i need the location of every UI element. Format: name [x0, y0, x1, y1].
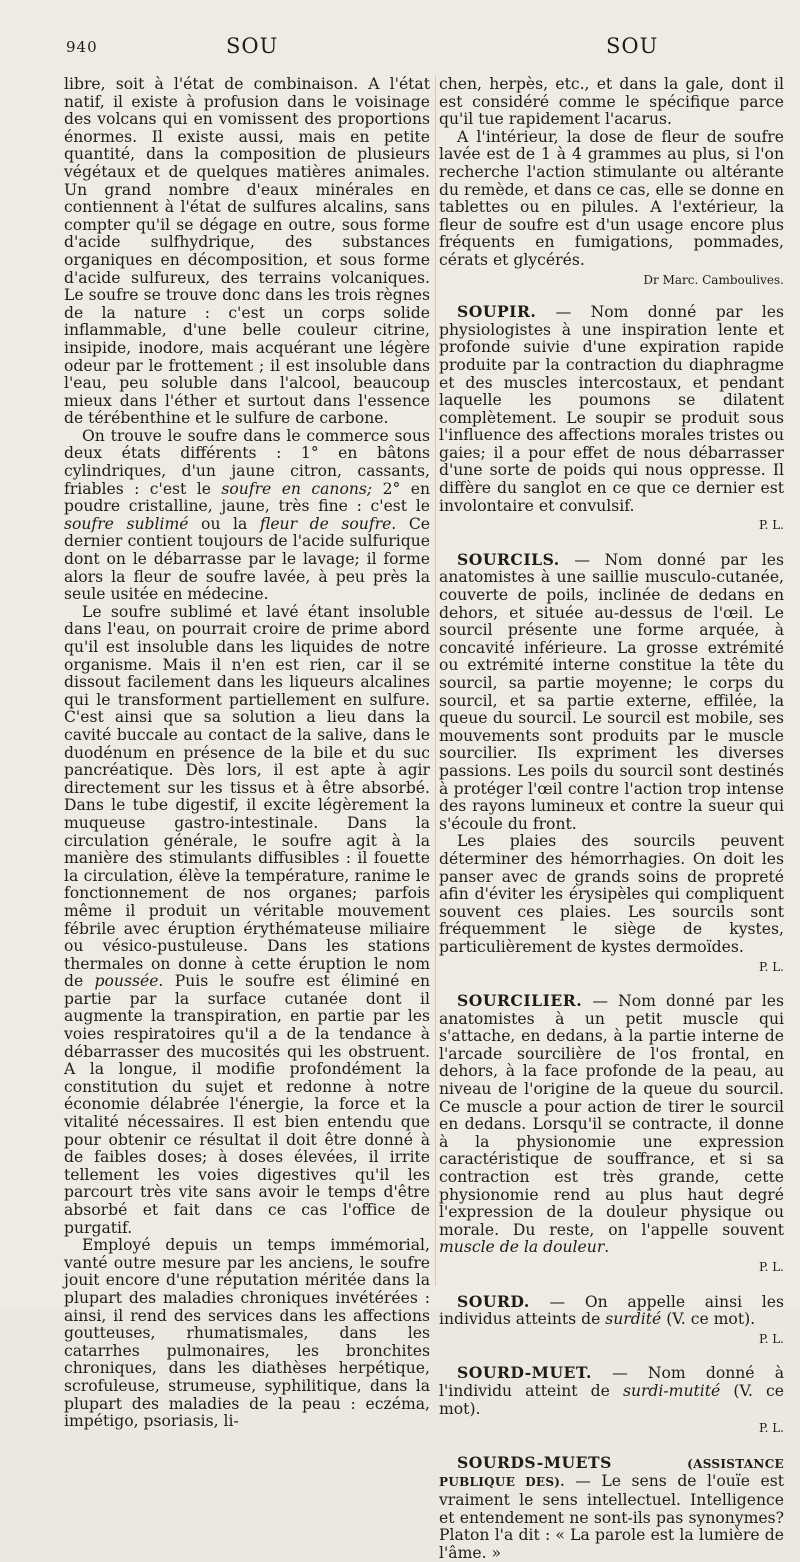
soufre-paragraph-4: Employé depuis un temps immémorial, vanté outre mesure par les anciens, le soufre jouit encore d'une réputation méritée dans la plupart des maladies chroniques invétérées : ainsi, il rend des services dans les affections goutteuses, rhumatismales, dans les catarrhes pulmonaires, les bronchites chroniques, dans les diathèses herpétique, scrofuleuse, strumeuse, syphilitique, dans la plupart des maladies de la peau : eczéma, impétigo, psoriasis, li- — [64, 1236, 430, 1431]
sourd-muet-paragraph: SOURD-MUET. — Nom donné à l'individu atteint de surdi-mutité (V. ce mot). — [439, 1363, 784, 1418]
soufre-paragraph-6: A l'intérieur, la dose de fleur de soufre lavée est de 1 à 4 grammes au plus, si l'on recherche l'action stimulante ou altérante du remède, et dans ce cas, elle se donne en tablettes ou en pilules. A l'extérieur, la fleur de soufre est d'un usage encore plus fréquents en fumigations, pommades, cérats et glycérés. — [439, 127, 784, 269]
sourcils-paragraph-2: Les plaies des sourcils peuvent déterminer des hémorrhagies. On doit les panser avec de grands soins de propreté afin d'éviter les érysipèles qui compliquent souvent ces plaies. Les sourcils sont fréquemment le siège de kystes, particulièrement de kystes dermoïdes. — [439, 832, 784, 956]
entry-sourd-muet — [439, 1364, 784, 1437]
sourd-headword: SOURD. — [457, 1291, 530, 1311]
soupir-headword: SOUPIR. — [457, 302, 537, 322]
entry-soupir — [439, 303, 784, 535]
entry-sourcilier — [439, 992, 784, 1277]
entry-sourds-muets — [439, 1454, 784, 1562]
sourcils-signature: P. L. — [758, 959, 784, 974]
sourcilier-signature: P. L. — [758, 1260, 784, 1274]
soupir-paragraph: SOUPIR. — Nom donné par les physiologistes à une inspiration lente et profonde suivie d'une expiration rapide produite par la contraction du diaphragme et des muscles intercostaux, et pendant laquelle les poumons se dilatent complètement. Le soupir se produit sous l'influence des affections morales tristes ou gaies; il a pour effet de nous débarrasser d'une sorte de poids qui nous oppresse. Il diffère du sanglot en ce que ce dernier est involontaire et convulsif. — [439, 302, 784, 515]
sourds-muets-subtitle: (ASSISTANCE PUBLIQUE DES). — [439, 1456, 784, 1490]
soufre-continuation — [439, 76, 784, 289]
sourcils-paragraph-1: SOURCILS. — Nom donné par les anatomistes à une saillie musculo-cutanée, couverte de poils, inclinée de dedans en dehors, et située au-dessus de l'œil. Le sourcil présente une forme arquée, à concavité inférieure. La grosse extrémité ou extrémité interne constitue la tête du sourcil, sa partie moyenne; le corps du sourcil, et sa partie externe, effilée, la queue du sourcil. Le sourcil est mobile, ses mouvements sont produits par le muscle sourcilier. Ils expriment les diverses passions. Les poils du sourcil sont destinés à protéger l'œil contre l'action trop intense des rayons lumineux et contre la sueur qui s'écoule du front. — [439, 549, 784, 833]
entry-sourcils — [439, 551, 784, 976]
sourd-signature: P. L. — [758, 1331, 784, 1346]
right-column — [439, 76, 784, 1562]
sourd-muet-signature: P. L. — [758, 1421, 784, 1436]
sourds-muets-paragraph: SOURDS-MUETS (ASSISTANCE PUBLIQUE DES). — Le sens de l'ouïe est vraiment le sens intellectuel. Intelligence et entendement ne sont-ils pas synonymes? Platon l'a dit : « La parole est la lumière de l'âme. » — [439, 1452, 784, 1562]
soupir-signature: P. L. — [758, 518, 784, 533]
running-head — [0, 34, 800, 64]
soufre-signature: Dr Marc. Camboulives. — [643, 272, 784, 287]
soufre-paragraph-1: libre, soit à l'état de combinaison. A l'état natif, il existe à profusion dans le voisinage des volcans qui en vomissent des proportions énormes. Il existe aussi, mais en petite quantité, dans la composition de plusieurs végétaux et de quelques matières animales. Un grand nombre d'eaux minérales en contiennent à l'état de sulfures alcalins, sans compter qu'il se dégage en outre, sous forme d'acide sulfhydrique, des substances organiques en décomposition, et sous forme d'acide sulfureux, des terrains volcaniques. Le soufre se trouve donc dans les trois règnes de la nature : c'est un corps solide inflammable, d'une belle couleur citrine, insipide, inodore, mais acquérant une légère odeur par le frottement ; il est insoluble dans l'eau, peu soluble dans l'alcool, beaucoup mieux dans l'éther et surtout dans l'essence de térébenthine et le sulfure de carbone. — [64, 75, 430, 428]
right-headword: SOU — [606, 34, 659, 58]
left-headword: SOU — [226, 34, 279, 58]
sourd-paragraph: SOURD. — On appelle ainsi les individus atteints de surdité (V. ce mot). — [439, 1291, 784, 1329]
entry-sourd — [439, 1293, 784, 1349]
left-column — [64, 76, 430, 1431]
soufre-paragraph-3: Le soufre sublimé et lavé étant insoluble dans l'eau, on pourrait croire de prime abord qu'il est insoluble dans les liquides de notre organisme. Mais il n'en est rien, car il se dissout facilement dans les liqueurs alcalines qui le transforment partiellement en sulfure. C'est ainsi que sa solution a lieu dans la cavité buccale au contact de la salive, dans le duodénum en présence de la bile et du suc pancréatique. Dès lors, il est apte à agir directement sur les tissus et à être absorbé. Dans le tube digestif, il excite légèrement la muqueuse gastro-intestinale. Dans la circulation générale, le soufre agit à la manière des stimulants diffusibles : il fouette la circulation, élève la température, ranime le fonctionnement de nos organes; parfois même il produit un véritable mouvement fébrile avec éruption érythémateuse miliaire ou vésico-pustuleuse. Dans les stations thermales on donne à cette éruption le nom de poussée. Puis le soufre est éliminé en partie par la surface cutanée dont il augmente la transpiration, en partie par les voies respiratoires qu'il a de la tendance à débarrasser des mucosités qui les obstruent. A la longue, il modifie profondément la constitution du sujet et redonne à notre économie délabrée l'énergie, la force et la vitalité nécessaires. Il est bien entendu que pour obtenir ce résultat il doit être donné à de faibles doses; à doses élevées, il irrite tellement les voies digestives qu'il les parcourt très vite sans avoir le temps d'être absorbé et fait dans ce cas l'office de purgatif. — [64, 602, 431, 1237]
page-number: 940 — [66, 38, 98, 56]
sourds-muets-headword: SOURDS-MUETS — [457, 1452, 612, 1472]
sourcilier-paragraph: SOURCILIER. — Nom donné par les anatomistes à un petit muscle qui s'attache, en dedans, à la partie interne de l'arcade sourcilière de l'os frontal, en dehors, à la face profonde de la peau, au niveau de l'origine de la queue du sourcil. Ce muscle a pour action de tirer le sourcil en dedans. Lorsqu'il se contracte, il donne à la physionomie une expression caractéristique de souffrance, et si sa contraction est très grande, cette physionomie rend au plus haut degré l'expression de la douleur physique ou morale. Du reste, on l'appelle souvent muscle de la douleur. — [439, 991, 784, 1257]
soufre-paragraph-2: On trouve le soufre dans le commerce sous deux états différents : 1° en bâtons cylindriques, d'un jaune citron, cassants, friables : c'est le soufre en canons; 2° en poudre cristalline, jaune, très fine : c'est le soufre sublimé ou la fleur de soufre. Ce dernier contient toujours de l'acide sulfurique dont on le débarrasse par le lavage; il forme alors la fleur de soufre lavée, à peu près la seule usitée en médecine. — [64, 426, 430, 604]
soufre-paragraph-5: chen, herpès, etc., et dans la gale, dont il est considéré comme le spécifique parce qu'il tue rapidement l'acarus. — [439, 75, 784, 129]
sourcilier-headword: SOURCILIER. — [457, 991, 583, 1011]
sourcils-headword: SOURCILS. — [457, 549, 560, 569]
column-divider — [435, 76, 436, 1286]
sourd-muet-headword: SOURD-MUET. — [457, 1363, 592, 1383]
